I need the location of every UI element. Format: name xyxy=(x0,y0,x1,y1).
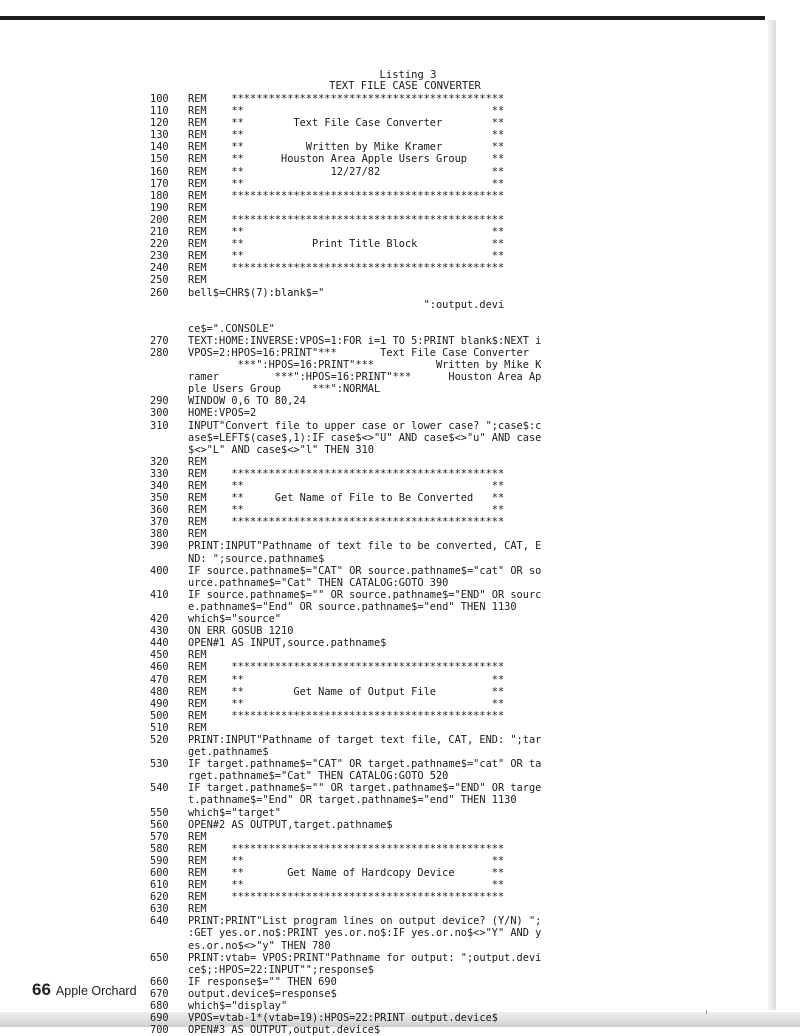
line-number: 300 xyxy=(150,407,169,420)
code-line xyxy=(150,166,770,178)
line-number: 370 xyxy=(150,516,169,529)
code-line xyxy=(150,371,770,383)
code-line xyxy=(150,468,770,480)
line-code: REM xyxy=(188,455,207,468)
line-code: ":output.devi xyxy=(188,298,505,311)
line-code: HOME:VPOS=2 xyxy=(188,407,257,420)
line-code: OPEN#3 AS OUTPUT,output.device$ xyxy=(188,1024,381,1036)
code-line xyxy=(150,770,770,782)
page-number: 66 xyxy=(32,980,51,999)
code-line xyxy=(150,649,770,661)
line-number xyxy=(150,746,188,758)
code-line xyxy=(150,879,770,891)
code-line xyxy=(150,746,770,758)
line-number xyxy=(150,553,188,565)
code-line xyxy=(150,540,770,552)
line-number: 470 xyxy=(150,673,169,686)
code-line xyxy=(150,420,770,432)
line-number: 290 xyxy=(150,395,169,408)
line-number xyxy=(150,601,188,613)
code-line xyxy=(150,141,770,153)
line-code: ND: ";source.pathname$ xyxy=(188,552,325,565)
line-code: PRINT:INPUT"Pathname of target text file, CAT, END: ";tar xyxy=(188,733,542,746)
line-number xyxy=(150,964,188,976)
line-code: INPUT"Convert file to upper case or lower case? ";case$:c xyxy=(188,419,542,432)
line-number xyxy=(150,927,188,939)
line-number: 450 xyxy=(150,649,169,662)
line-number: 330 xyxy=(150,467,169,480)
code-line xyxy=(150,843,770,855)
code-line xyxy=(150,637,770,649)
line-code: REM xyxy=(188,830,207,843)
line-code: WINDOW 0,6 TO 80,24 xyxy=(188,395,306,408)
code-line xyxy=(150,565,770,577)
line-number: 540 xyxy=(150,782,169,795)
line-number xyxy=(150,371,188,383)
line-code: output.device$=response$ xyxy=(188,987,337,1000)
line-code: REM ** ** xyxy=(188,177,505,190)
line-code: OPEN#2 AS OUTPUT,target.pathname$ xyxy=(188,818,393,831)
line-code: which$="target" xyxy=(188,806,281,819)
line-number: 580 xyxy=(150,842,169,855)
code-line xyxy=(150,601,770,613)
code-line xyxy=(150,299,770,311)
code-line xyxy=(150,915,770,927)
line-number: 510 xyxy=(150,721,169,734)
line-number: 500 xyxy=(150,709,169,722)
line-number: 110 xyxy=(150,105,169,118)
line-code: REM xyxy=(188,528,207,541)
line-code: VPOS=2:HPOS=16:PRINT"*** Text File Case Converter xyxy=(188,346,529,359)
code-line xyxy=(150,952,770,964)
line-code: ce$;:HPOS=22:INPUT"";response$ xyxy=(188,963,374,976)
line-number: 570 xyxy=(150,830,169,843)
top-rule xyxy=(0,16,765,20)
code-line xyxy=(150,686,770,698)
line-code: REM ** ** xyxy=(188,854,505,867)
code-line xyxy=(150,93,770,105)
code-line xyxy=(150,819,770,831)
line-code: PRINT:PRINT"List program lines on output device? (Y/N) "; xyxy=(188,915,542,928)
line-number: 160 xyxy=(150,165,169,178)
code-line xyxy=(150,625,770,637)
line-code: PRINT:vtab= VPOS:PRINT"Pathname for output: ";output.devi xyxy=(188,951,542,964)
code-line xyxy=(150,734,770,746)
line-code: PRINT:INPUT"Pathname of text file to be converted, CAT, E xyxy=(188,540,542,553)
line-code: REM ** ** xyxy=(188,480,505,492)
code-line xyxy=(150,867,770,879)
listing-subtitle: TEXT FILE CASE CONVERTER xyxy=(329,80,481,92)
line-code: e.pathname$="End" OR source.pathname$="end" THEN 1130 xyxy=(188,600,517,613)
line-code: VPOS=vtab-1*(vtab=19):HPOS=22:PRINT output.device$ xyxy=(188,1012,498,1025)
line-code: REM ******************************************** xyxy=(188,93,505,105)
line-number: 220 xyxy=(150,238,169,251)
line-number: 660 xyxy=(150,975,169,988)
line-number: 390 xyxy=(150,540,169,553)
code-line xyxy=(150,807,770,819)
line-number: 190 xyxy=(150,201,169,214)
line-code: get.pathname$ xyxy=(188,746,269,759)
line-code: REM ******************************************** xyxy=(188,189,505,202)
line-number: 130 xyxy=(150,129,169,142)
line-code: REM xyxy=(188,201,207,214)
code-line xyxy=(150,153,770,165)
code-line xyxy=(150,577,770,589)
code-line xyxy=(150,674,770,686)
line-number: 480 xyxy=(150,685,169,698)
line-code: IF target.pathname$="CAT" OR target.pathname$="cat" OR ta xyxy=(188,758,542,771)
line-code: REM ******************************************** xyxy=(188,661,505,674)
code-line xyxy=(150,383,770,395)
line-code: REM ******************************************** xyxy=(188,262,505,275)
code-line xyxy=(150,407,770,419)
line-number: 230 xyxy=(150,250,169,263)
line-number: 430 xyxy=(150,625,169,638)
code-line xyxy=(150,528,770,540)
line-number: 180 xyxy=(150,189,169,202)
line-number xyxy=(150,577,188,589)
line-number: 520 xyxy=(150,733,169,746)
code-line xyxy=(150,456,770,468)
line-code: IF source.pathname$="" OR source.pathname$="END" OR sourc xyxy=(188,588,542,601)
line-code: REM ******************************************** xyxy=(188,709,505,722)
code-line xyxy=(150,214,770,226)
line-code: REM ** Houston Area Apple Users Group ** xyxy=(188,153,505,166)
code-line xyxy=(150,178,770,190)
line-number xyxy=(150,311,188,323)
line-code: ON ERR GOSUB 1210 xyxy=(188,625,294,638)
code-line xyxy=(150,589,770,601)
code-line xyxy=(150,335,770,347)
line-number: 360 xyxy=(150,504,169,517)
line-number xyxy=(150,794,188,806)
code-line xyxy=(150,722,770,734)
code-line xyxy=(150,516,770,528)
line-number xyxy=(150,940,188,952)
line-code: REM ******************************************** xyxy=(188,516,505,529)
line-number: 170 xyxy=(150,177,169,190)
line-code: IF target.pathname$="" OR target.pathname$="END" OR targe xyxy=(188,782,542,795)
line-code: REM xyxy=(188,274,207,287)
code-line xyxy=(150,202,770,214)
code-line xyxy=(150,129,770,141)
line-number: 550 xyxy=(150,806,169,819)
line-code: REM xyxy=(188,721,207,734)
code-line xyxy=(150,855,770,867)
line-number: 320 xyxy=(150,455,169,468)
line-code: ramer ***":HPOS=16:PRINT"*** Houston Area Ap xyxy=(188,371,542,384)
line-code: REM ** ** xyxy=(188,504,505,517)
line-number: 610 xyxy=(150,879,169,892)
line-number: 650 xyxy=(150,951,169,964)
listing-title: Listing 3 xyxy=(379,69,437,81)
code-line xyxy=(150,613,770,625)
line-code: IF response$="" THEN 690 xyxy=(188,975,337,988)
line-number: 210 xyxy=(150,226,169,239)
line-code: REM ** ** xyxy=(188,879,505,892)
line-code: REM ******************************************** xyxy=(188,891,505,904)
code-line xyxy=(150,311,770,323)
line-number: 100 xyxy=(150,93,169,105)
code-line xyxy=(150,1024,770,1036)
line-number: 410 xyxy=(150,588,169,601)
line-code: bell$=CHR$(7):blank$=" xyxy=(188,286,325,299)
code-line xyxy=(150,395,770,407)
line-code: ase$=LEFT$(case$,1):IF case$<>"U" AND case$<>"u" AND case xyxy=(188,431,542,444)
code-line xyxy=(150,831,770,843)
line-number xyxy=(150,323,188,335)
code-line xyxy=(150,480,770,492)
line-number: 340 xyxy=(150,480,169,492)
line-code: REM ** 12/27/82 ** xyxy=(188,165,505,178)
line-code: IF source.pathname$="CAT" OR source.pathname$="cat" OR so xyxy=(188,564,542,577)
page-footer xyxy=(32,980,137,1000)
line-code: which$="display" xyxy=(188,1000,288,1013)
line-code: REM ******************************************** xyxy=(188,213,505,226)
line-code: es.or.no$<>"y" THEN 780 xyxy=(188,939,331,952)
publication-name: Apple Orchard xyxy=(55,984,137,998)
line-code: rget.pathname$="Cat" THEN CATALOG:GOTO 520 xyxy=(188,770,449,783)
line-number: 440 xyxy=(150,637,169,650)
line-code: REM ** ** xyxy=(188,226,505,239)
line-number: 420 xyxy=(150,613,169,626)
line-code: OPEN#1 AS INPUT,source.pathname$ xyxy=(188,637,387,650)
line-code: :GET yes.or.no$:PRINT yes.or.no$:IF yes.or.no$<>"Y" AND y xyxy=(188,927,542,940)
code-line xyxy=(150,1012,770,1024)
line-code: REM ** ** xyxy=(188,105,505,118)
line-number: 690 xyxy=(150,1012,169,1025)
line-number: 310 xyxy=(150,419,169,432)
code-line xyxy=(150,190,770,202)
line-number: 530 xyxy=(150,758,169,771)
line-code: REM ** ** xyxy=(188,250,505,263)
line-number: 240 xyxy=(150,262,169,275)
line-code: REM ** Written by Mike Kramer ** xyxy=(188,141,505,154)
code-line xyxy=(150,964,770,976)
line-number: 270 xyxy=(150,334,169,347)
line-number: 150 xyxy=(150,153,169,166)
line-number: 250 xyxy=(150,274,169,287)
line-code: ple Users Group ***":NORMAL xyxy=(188,383,381,396)
code-line xyxy=(150,250,770,262)
code-line xyxy=(150,105,770,117)
line-number: 700 xyxy=(150,1024,169,1036)
line-number xyxy=(150,432,188,444)
line-number xyxy=(150,383,188,395)
line-number: 400 xyxy=(150,564,169,577)
code-line xyxy=(150,504,770,516)
line-code: which$="source" xyxy=(188,613,281,626)
code-line xyxy=(150,553,770,565)
line-number: 280 xyxy=(150,346,169,359)
line-number: 590 xyxy=(150,854,169,867)
code-line xyxy=(150,661,770,673)
line-code: REM ** Get Name of File to Be Converted ** xyxy=(188,492,505,505)
line-number: 680 xyxy=(150,1000,169,1013)
code-line xyxy=(150,988,770,1000)
code-line xyxy=(150,323,770,335)
code-line xyxy=(150,226,770,238)
line-number: 490 xyxy=(150,697,169,710)
code-line xyxy=(150,927,770,939)
code-line xyxy=(150,794,770,806)
line-code: REM ** ** xyxy=(188,673,505,686)
code-line xyxy=(150,347,770,359)
code-line xyxy=(150,274,770,286)
line-code: ce$=".CONSOLE" xyxy=(188,322,275,335)
line-number: 560 xyxy=(150,818,169,831)
code-line xyxy=(150,976,770,988)
code-line xyxy=(150,238,770,250)
line-number xyxy=(150,299,188,311)
code-line xyxy=(150,287,770,299)
line-number: 630 xyxy=(150,903,169,916)
line-code: REM ******************************************** xyxy=(188,467,505,480)
line-number: 600 xyxy=(150,867,169,879)
line-code: ***":HPOS=16:PRINT"*** Written by Mike K xyxy=(188,359,542,372)
code-line xyxy=(150,492,770,504)
line-code: REM ** ** xyxy=(188,129,505,142)
line-code: urce.pathname$="Cat" THEN CATALOG:GOTO 390 xyxy=(188,576,449,589)
line-number: 260 xyxy=(150,286,169,299)
line-code: REM ** Get Name of Hardcopy Device ** xyxy=(188,867,505,879)
line-number: 350 xyxy=(150,492,169,505)
line-code: REM xyxy=(188,649,207,662)
line-number: 670 xyxy=(150,987,169,1000)
code-line xyxy=(150,262,770,274)
line-code: REM xyxy=(188,903,207,916)
line-number xyxy=(150,770,188,782)
line-number xyxy=(150,359,188,371)
code-line xyxy=(150,1000,770,1012)
line-number: 120 xyxy=(150,117,169,130)
line-number: 380 xyxy=(150,528,169,541)
code-line xyxy=(150,698,770,710)
line-code: TEXT:HOME:INVERSE:VPOS=1:FOR i=1 TO 5:PRINT blank$:NEXT i xyxy=(188,334,542,347)
code-line xyxy=(150,758,770,770)
code-line xyxy=(150,940,770,952)
code-line xyxy=(150,903,770,915)
line-number: 460 xyxy=(150,661,169,674)
line-number: 140 xyxy=(150,141,169,154)
code-line xyxy=(150,710,770,722)
line-number xyxy=(150,444,188,456)
line-code: $<>"L" AND case$<>"l" THEN 310 xyxy=(188,443,374,456)
code-line xyxy=(150,117,770,129)
line-code: REM ** Get Name of Output File ** xyxy=(188,685,505,698)
code-line xyxy=(150,432,770,444)
line-code: REM ******************************************** xyxy=(188,842,505,855)
code-listing xyxy=(150,93,770,1036)
code-line xyxy=(150,359,770,371)
line-number: 200 xyxy=(150,213,169,226)
line-code: t.pathname$="End" OR target.pathname$="end" THEN 1130 xyxy=(188,794,517,807)
line-number: 640 xyxy=(150,915,169,928)
code-line xyxy=(150,782,770,794)
line-code: REM ** ** xyxy=(188,697,505,710)
code-line xyxy=(150,891,770,903)
line-number: 620 xyxy=(150,891,169,904)
line-code: REM ** Print Title Block ** xyxy=(188,238,505,251)
line-code: REM ** Text File Case Converter ** xyxy=(188,117,505,130)
code-line xyxy=(150,444,770,456)
